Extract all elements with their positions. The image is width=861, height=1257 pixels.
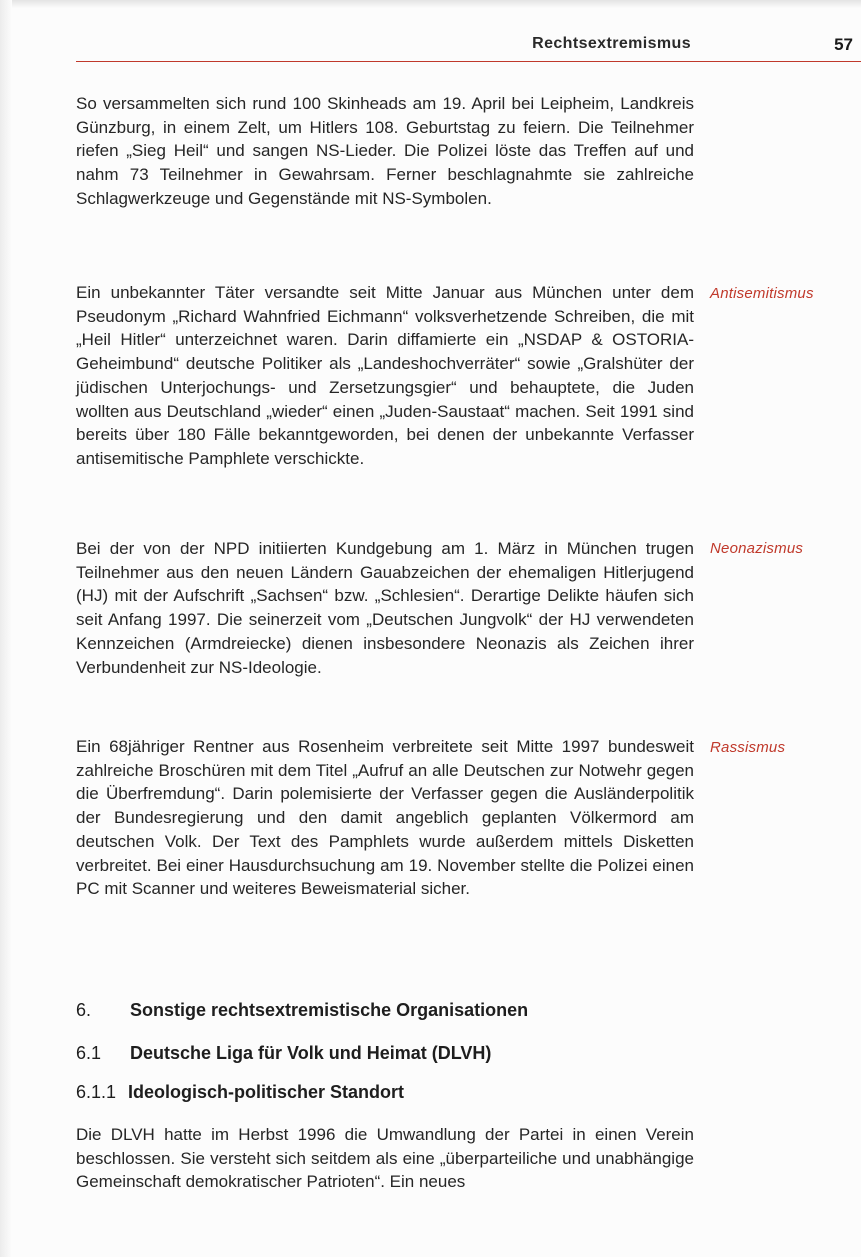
section-number: 6.1 xyxy=(76,1043,102,1063)
running-header xyxy=(76,33,861,62)
margin-note-rassismus: Rassismus xyxy=(710,739,786,756)
paragraph-neonazism: Bei der von der NPD initiierten Kundgebung am 1. März in München trugen Teilnehmer aus den neuen Ländern Gauabzeichen der ehemaligen Hitlerjugend (HJ) mit der Aufschrift „Sachsen“ bzw. „Schlesien“. Derartige Delikte häufen sich seit Anfang 1997. Die seinerzeit vom „Deutschen Jungvolk“ der HJ verwendeten Kennzeichen (Armdreiecke) dienen insbesondere Neonazis als Zeichen ihrer Verbundenheit zur NS-Ideologie. xyxy=(76,539,694,677)
paragraph-racism: Ein 68jähriger Rentner aus Rosenheim verbreitete seit Mitte 1997 bundesweit zahlreiche Broschüren mit dem Titel „Aufruf an alle Deutschen zur Notwehr gegen die Überfremdung“. Darin polemisierte der Verfasser gegen die Ausländerpolitik der Bundesregierung und den damit angeblich geplanten Völkermord am deutschen Volk. Der Text des Pamphlets wurde außerdem mittels Disketten verbreitet. Bei einer Hausdurchsuchung am 19. November stellte die Polizei einen PC mit Scanner und weiteres Beweismaterial sicher. xyxy=(76,737,694,899)
running-title: Rechtsextremismus xyxy=(532,35,691,52)
page-top-shadow xyxy=(0,0,861,8)
paragraph-skinheads: So versammelten sich rund 100 Skinheads am 19. April bei Leipheim, Landkreis Günzburg, in einem Zelt, um Hitlers 108. Geburtstag zu feiern. Die Teilnehmer riefen „Sieg Heil“ und sangen NS-Lieder. Die Polizei löste das Treffen auf und nahm 73 Teilnehmer in Gewahrsam. Ferner beschlagnahmte sie zahlreiche Schlagwerkzeuge und Gegenstände mit NS-Symbolen. xyxy=(76,94,694,208)
section-heading-6-1 xyxy=(76,1043,491,1064)
section-heading-6 xyxy=(76,1000,528,1021)
paragraph-antisemitism: Ein unbekannter Täter versandte seit Mitte Januar aus München unter dem Pseudonym „Richard Wahnfried Eichmann“ volksverhetzende Schreiben, die mit „Heil Hitler“ unterzeichnet waren. Darin diffamierte ein „NSDAP & OSTORIA-Geheimbund“ deutsche Politiker als „Landeshochverräter“ sowie „Gralshüter der jüdischen Unterjochungs- und Zersetzungsgier“ und behauptete, die Juden wollten aus Deutschland „wieder“ einen „Juden-Saustaat“ machen. Seit 1991 sind bereits über 180 Fälle bekanntgeworden, bei denen der unbekannte Verfasser antisemitische Pamphlete verschickte. xyxy=(76,283,694,468)
section-heading-6-1-1 xyxy=(76,1082,404,1103)
page-number: 57 xyxy=(834,35,853,54)
section-title: Sonstige rechtsextremistische Organisationen xyxy=(130,1000,529,1020)
section-title: Deutsche Liga für Volk und Heimat (DLVH) xyxy=(130,1043,492,1063)
section-title: Ideologisch-politischer Standort xyxy=(128,1082,405,1102)
section-number: 6.1.1 xyxy=(76,1082,117,1102)
margin-note-antisemitismus: Antisemitismus xyxy=(710,285,814,302)
margin-note-neonazismus: Neonazismus xyxy=(710,540,804,557)
section-number: 6. xyxy=(76,1000,92,1020)
paragraph-dlvh: Die DLVH hatte im Herbst 1996 die Umwandlung der Partei in einen Verein beschlossen. Sie versteht sich seitdem als eine „überparteiliche und unabhängige Gemeinschaft demokratischer Patrioten“. Ein neues xyxy=(76,1125,694,1192)
page-binding-edge xyxy=(0,0,12,1257)
